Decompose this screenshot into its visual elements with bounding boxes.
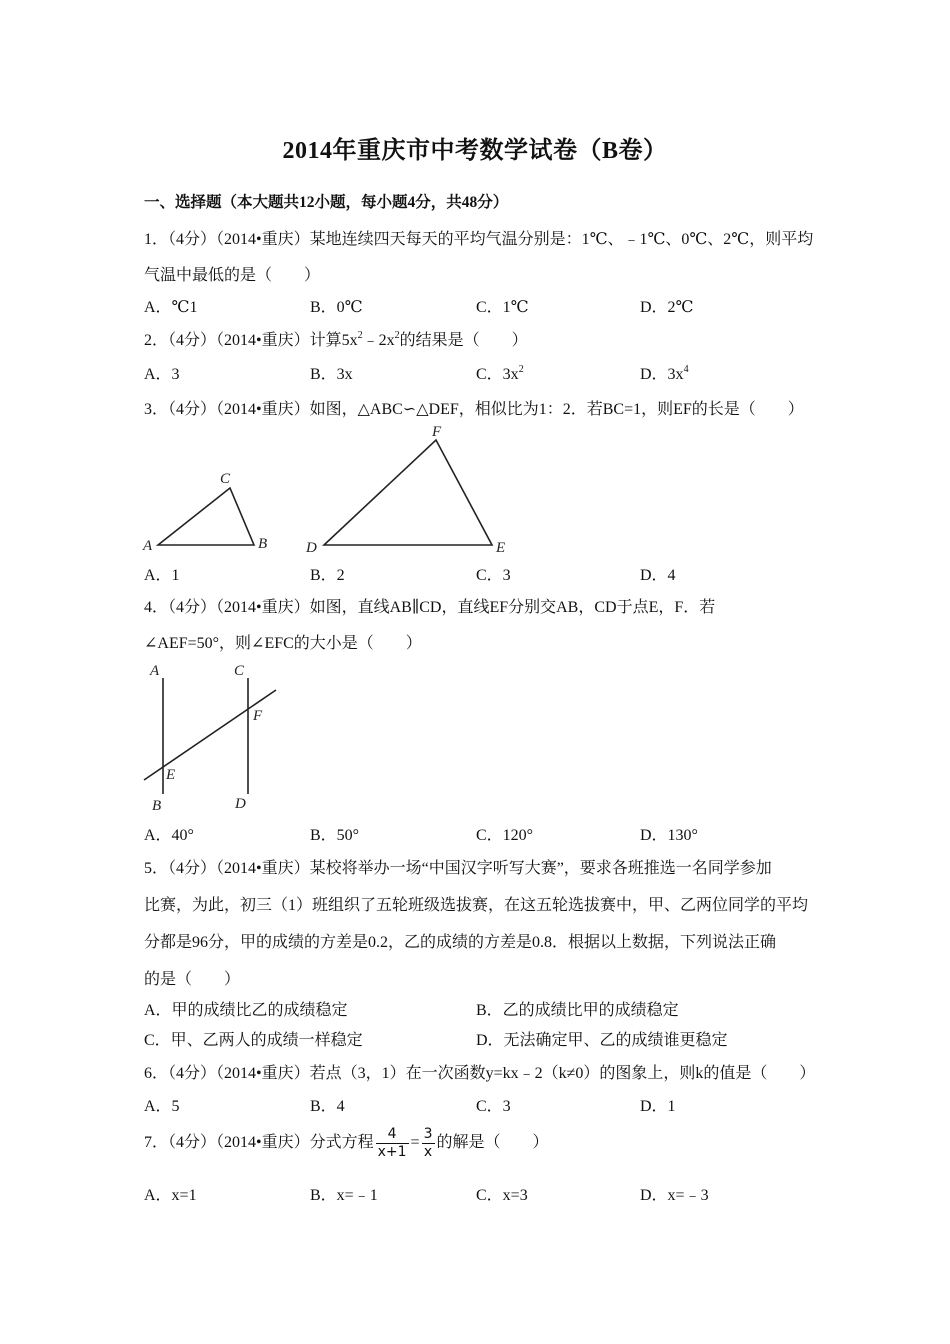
question-3-text: 3．（4分）（2014•重庆）如图，△ABC∽△DEF，相似比为1：2．若BC=1，则EF的长是（ ）	[144, 401, 804, 418]
q4-option-d: D．130°	[640, 827, 698, 844]
q2-option-c: C．$3x^2$	[476, 364, 524, 383]
q7-option-b: B．x=﹣1	[310, 1187, 378, 1204]
q4-option-a: A．40°	[144, 827, 194, 844]
label-d: D	[235, 796, 246, 812]
q7-option-d: D．x=﹣3	[640, 1187, 709, 1204]
question-2-text: 2．（4分）（2014•重庆）计算$5x^2﹣2x^2$的结果是（ ）	[144, 330, 528, 349]
label-c: C	[234, 663, 245, 679]
question-6-text: 6．（4分）（2014•重庆）若点（3，1）在一次函数y=kx﹣2（k≠0）的图象上，则k的值是（ ）	[144, 1065, 816, 1082]
question-4-text: 4．（4分）（2014•重庆）如图，直线AB∥CD，直线EF分别交AB，CD于点E，F．若	[144, 599, 716, 616]
q6-option-d: D．1	[640, 1098, 676, 1115]
label-d: D	[306, 540, 317, 556]
q5-option-a: A．甲的成绩比乙的成绩稳定	[144, 1002, 348, 1019]
q2-option-b: B．3x	[310, 366, 353, 383]
q7-option-a: A．x=1	[144, 1187, 197, 1204]
question-7-text: 7．（4分）（2014•重庆）分式方程 $\frac{4}{x+1}$ = $\frac{3}{x}$ 的解是（ ）	[144, 1126, 549, 1160]
q6-option-c: C．3	[476, 1098, 511, 1115]
question-4-text-cont: ∠AEF=50°，则∠EFC的大小是（ ）	[144, 635, 422, 652]
question-5-text-cont1: 比赛，为此，初三（1）班组织了五轮班级选拔赛，在这五轮选拔赛中，甲、乙两位同学的平均	[144, 897, 809, 914]
q6-option-a: A．5	[144, 1098, 180, 1115]
question-5-text-cont2: 分都是96分，甲的成绩的方差是0.2，乙的成绩的方差是0.8．根据以上数据，下列说法正确	[144, 934, 777, 951]
page-title: 2014年重庆市中考数学试卷（B卷）	[282, 138, 668, 164]
q3-option-c: C．3	[476, 567, 511, 584]
q6-option-b: B．4	[310, 1098, 345, 1115]
q3-option-b: B．2	[310, 567, 345, 584]
q1-option-a: A．℃1	[144, 299, 198, 316]
label-b: B	[258, 536, 268, 552]
triangle-def	[324, 440, 492, 545]
q3-option-d: D．4	[640, 567, 676, 584]
q1-option-d: D．2℃	[640, 299, 694, 316]
q5-option-c: C．甲、乙两人的成绩一样稳定	[144, 1032, 363, 1049]
q7-option-c: C．x=3	[476, 1187, 528, 1204]
label-b: B	[152, 798, 162, 814]
question-5-text-cont3: 的是（ ）	[144, 971, 241, 988]
q2-option-d: D．$3x^4$	[640, 364, 689, 383]
question-1-text: 1．（4分）（2014•重庆）某地连续四天每天的平均气温分别是：1℃、﹣1℃、0℃、2℃，则平均	[144, 231, 814, 248]
fraction-right: $\frac{3}{x}$	[423, 1126, 433, 1160]
section-heading: 一、选择题（本大题共12小题，每小题4分，共48分）	[144, 194, 509, 211]
q4-option-b: B．50°	[310, 827, 360, 844]
q2-option-a: A．3	[144, 366, 180, 383]
label-e: E	[166, 767, 176, 783]
label-e: E	[496, 540, 506, 556]
label-a: A	[143, 538, 153, 554]
triangle-abc	[158, 488, 254, 545]
q4-option-c: C．120°	[476, 827, 534, 844]
label-c: C	[220, 471, 231, 487]
label-f: F	[432, 424, 442, 440]
q1-option-c: C．1℃	[476, 299, 529, 316]
line-ef	[144, 690, 276, 780]
label-f: F	[253, 708, 263, 724]
fraction-left: $\frac{4}{x+1}$	[377, 1126, 407, 1160]
q1-option-b: B．0℃	[310, 299, 363, 316]
parallel-lines-figure	[140, 656, 290, 816]
q5-option-b: B．乙的成绩比甲的成绩稳定	[476, 1002, 679, 1019]
question-5-text: 5．（4分）（2014•重庆）某校将举办一场“中国汉字听写大赛”，要求各班推选一名同学参加	[144, 860, 772, 877]
label-a: A	[150, 663, 160, 679]
question-1-text-cont: 气温中最低的是（ ）	[144, 267, 321, 284]
q5-option-d: D．无法确定甲、乙的成绩谁更稳定	[476, 1032, 728, 1049]
similar-triangles-figure	[140, 420, 520, 560]
q3-option-a: A．1	[144, 567, 180, 584]
